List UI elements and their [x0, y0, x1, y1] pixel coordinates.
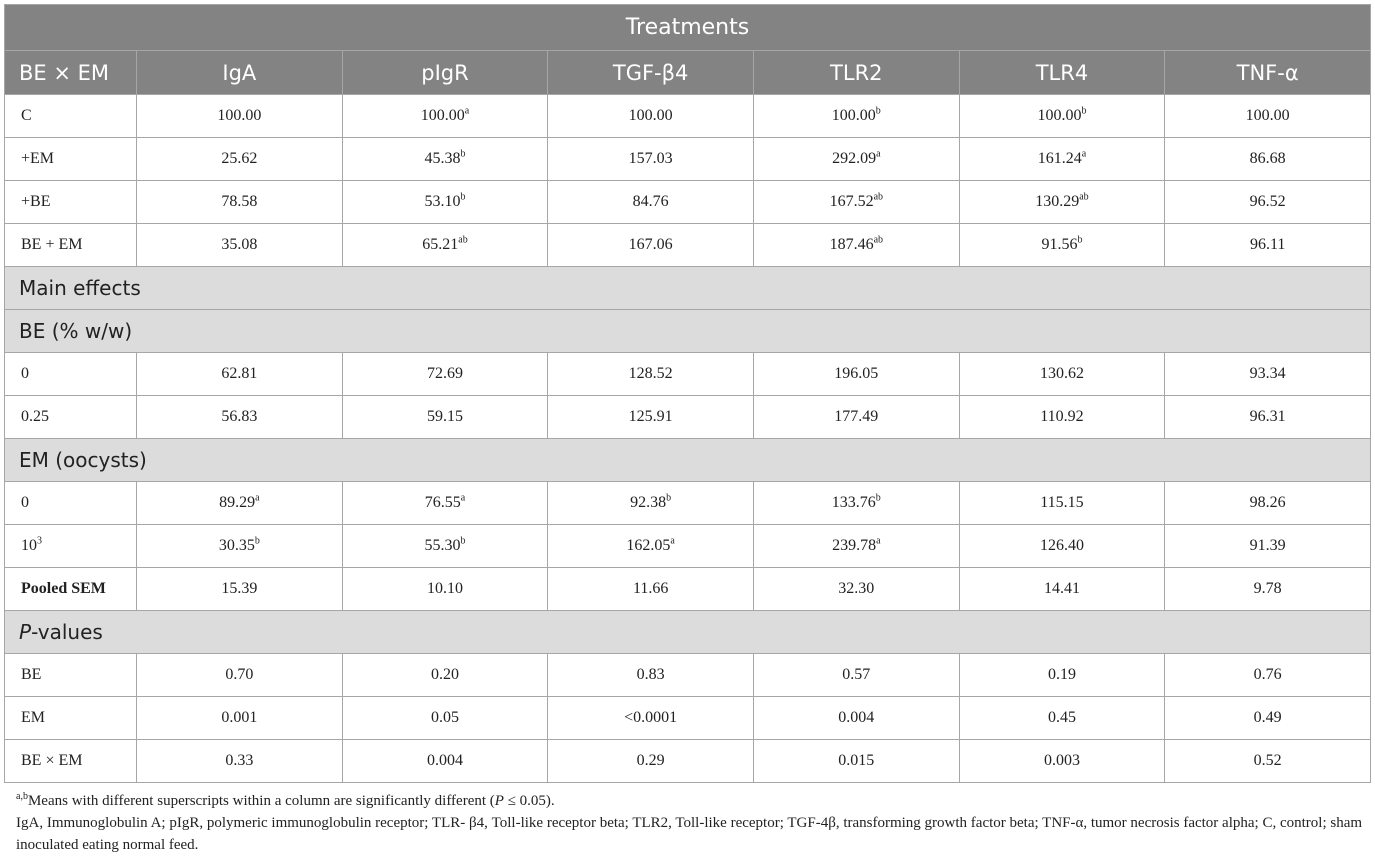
- row-label: [5, 224, 137, 267]
- cell-value: 292.09: [832, 150, 877, 167]
- cell-value: 30.35: [218, 537, 255, 554]
- row-label-text: 0: [21, 365, 29, 382]
- significance-superscript: a: [670, 535, 675, 547]
- pooled-sem-row: [5, 568, 1371, 611]
- footnote-marker: a,b: [16, 791, 28, 802]
- column-header-row: [5, 51, 1371, 95]
- cell-value: 62.81: [221, 365, 258, 382]
- significance-superscript: a: [1081, 148, 1087, 160]
- cell-value: 133.76: [831, 494, 876, 511]
- row-label-text: C: [21, 107, 32, 124]
- cell-value: 92.38: [630, 494, 667, 511]
- cell-value: 55.30: [424, 537, 461, 554]
- table-cell: [753, 224, 959, 267]
- table-cell: [959, 138, 1165, 181]
- cell-value: 93.34: [1249, 365, 1286, 382]
- column-header: BE × EM: [5, 51, 137, 95]
- table-cell: [137, 181, 343, 224]
- table-cell: [1165, 396, 1371, 439]
- cell-value: 187.46: [829, 236, 874, 253]
- row-label: [5, 697, 137, 740]
- significance-superscript: ab: [458, 234, 468, 246]
- table-cell: [342, 353, 548, 396]
- table-cell: [342, 95, 548, 138]
- table-cell: [1165, 224, 1371, 267]
- column-header: TLR2: [753, 51, 959, 95]
- table-cell: [753, 482, 959, 525]
- table-cell: 0.001: [137, 697, 343, 740]
- cell-value: 59.15: [426, 408, 463, 425]
- row-label: [5, 353, 137, 396]
- table-cell: 32.30: [753, 568, 959, 611]
- table-cell: 15.39: [137, 568, 343, 611]
- row-label: [5, 396, 137, 439]
- significance-superscript: a: [876, 148, 881, 160]
- section-pvalues: [5, 611, 1371, 654]
- table-cell: [342, 224, 548, 267]
- table-cell: [548, 482, 754, 525]
- row-label-text: BE × EM: [21, 752, 83, 769]
- cell-value: 53.10: [424, 193, 461, 210]
- section-pvalues-label: [5, 611, 1371, 654]
- significance-superscript: ab: [873, 234, 884, 246]
- table-cell: [548, 95, 754, 138]
- table-cell: [548, 396, 754, 439]
- cell-value: 110.92: [1040, 408, 1084, 425]
- table-cell: [1165, 95, 1371, 138]
- cell-value: 100.00: [1245, 107, 1290, 124]
- row-label: [5, 138, 137, 181]
- cell-value: 96.52: [1249, 193, 1286, 210]
- row-label: [5, 740, 137, 783]
- table-cell: [753, 181, 959, 224]
- cell-value: 65.21: [422, 236, 459, 253]
- significance-superscript: ab: [1079, 191, 1089, 203]
- table-row: [5, 654, 1371, 697]
- table-cell: [548, 353, 754, 396]
- table-cell: [1165, 525, 1371, 568]
- row-label: [5, 181, 137, 224]
- footnote-text: Means with different superscripts within a column are significantly different (: [27, 793, 495, 809]
- cell-value: 177.49: [834, 408, 879, 425]
- cell-value: 161.24: [1037, 150, 1082, 167]
- cell-value: 100.00: [831, 107, 876, 124]
- table-cell: [753, 525, 959, 568]
- section-em-label: EM (oocysts): [5, 439, 1371, 482]
- significance-superscript: a: [460, 492, 466, 504]
- table-cell: [959, 482, 1165, 525]
- table-title: Treatments: [5, 5, 1371, 51]
- table-cell: 9.78: [1165, 568, 1371, 611]
- table-cell: [548, 138, 754, 181]
- cell-value: 130.62: [1039, 365, 1084, 382]
- cell-value: 239.78: [832, 537, 877, 554]
- table-cell: 0.45: [959, 697, 1165, 740]
- significance-superscript: b: [460, 535, 466, 547]
- table-row: [5, 482, 1371, 525]
- table-cell: [548, 224, 754, 267]
- table-cell: [548, 181, 754, 224]
- table-row: [5, 224, 1371, 267]
- cell-value: 78.58: [221, 193, 258, 210]
- table-cell: [137, 95, 343, 138]
- table-cell: [137, 138, 343, 181]
- row-label: [5, 525, 137, 568]
- table-cell: 14.41: [959, 568, 1165, 611]
- table-cell: [137, 525, 343, 568]
- cell-value: 96.31: [1249, 408, 1286, 425]
- table-footnotes: [16, 790, 1366, 856]
- column-header: TNF-α: [1165, 51, 1371, 95]
- row-label: [5, 95, 137, 138]
- table-cell: [753, 396, 959, 439]
- footnote-text-end: ≤ 0.05).: [503, 793, 555, 809]
- table-cell: [753, 138, 959, 181]
- table-cell: [959, 353, 1165, 396]
- row-label-text: +EM: [21, 150, 55, 167]
- row-label-exponent: 3: [37, 535, 42, 547]
- pooled-sem-label: Pooled SEM: [5, 568, 137, 611]
- table-cell: [959, 224, 1165, 267]
- results-table: [4, 4, 1371, 783]
- table-cell: 0.29: [548, 740, 754, 783]
- table-cell: 0.52: [1165, 740, 1371, 783]
- cell-value: 128.52: [628, 365, 673, 382]
- table-cell: [1165, 181, 1371, 224]
- row-label: [5, 654, 137, 697]
- cell-value: 35.08: [221, 236, 258, 253]
- significance-superscript: b: [666, 492, 672, 504]
- cell-value: 98.26: [1249, 494, 1286, 511]
- significance-superscript: ab: [873, 191, 884, 203]
- row-label-text: 0: [21, 494, 29, 511]
- p-symbol: P: [19, 620, 32, 644]
- footnote-significance: [16, 790, 1366, 812]
- column-header: pIgR: [342, 51, 548, 95]
- section-main-effects: [5, 267, 1371, 310]
- row-label: [5, 482, 137, 525]
- table-cell: [342, 525, 548, 568]
- table-cell: 11.66: [548, 568, 754, 611]
- cell-value: 72.69: [426, 365, 463, 382]
- cell-value: 100.00: [1037, 107, 1082, 124]
- row-label-text: EM: [21, 709, 45, 726]
- pvalues-text: -values: [31, 620, 103, 644]
- cell-value: 162.05: [626, 537, 671, 554]
- significance-superscript: a: [464, 105, 470, 117]
- table-cell: 0.49: [1165, 697, 1371, 740]
- table-row: [5, 181, 1371, 224]
- table-cell: [1165, 482, 1371, 525]
- cell-value: 196.05: [834, 365, 879, 382]
- table-cell: [753, 95, 959, 138]
- table-cell: [548, 525, 754, 568]
- significance-superscript: b: [875, 105, 881, 117]
- table-row: [5, 697, 1371, 740]
- cell-value: 115.15: [1040, 494, 1084, 511]
- table-row: [5, 396, 1371, 439]
- cell-value: 86.68: [1249, 150, 1286, 167]
- cell-value: 100.00: [420, 107, 465, 124]
- table-cell: 0.004: [753, 697, 959, 740]
- section-main-effects-label: Main effects: [5, 267, 1371, 310]
- table-cell: [342, 396, 548, 439]
- table-cell: 0.05: [342, 697, 548, 740]
- table-header: [5, 5, 1371, 95]
- cell-value: 100.00: [217, 107, 262, 124]
- cell-value: 84.76: [632, 193, 669, 210]
- table-cell: [959, 181, 1165, 224]
- row-label-text: 10: [21, 537, 37, 554]
- table-cell: 0.20: [342, 654, 548, 697]
- table-cell: [342, 181, 548, 224]
- table-cell: [959, 525, 1165, 568]
- table-body: [5, 95, 1371, 783]
- table-cell: 0.004: [342, 740, 548, 783]
- row-label-text: +BE: [21, 193, 51, 210]
- column-header: TLR4: [959, 51, 1165, 95]
- cell-value: 125.91: [628, 408, 673, 425]
- row-label-text: 0.25: [21, 408, 49, 425]
- significance-superscript: a: [255, 492, 260, 504]
- column-header: IgA: [137, 51, 343, 95]
- cell-value: 91.39: [1249, 537, 1286, 554]
- section-em: [5, 439, 1371, 482]
- table-row: [5, 740, 1371, 783]
- table-cell: 0.33: [137, 740, 343, 783]
- cell-value: 56.83: [221, 408, 258, 425]
- cell-value: 96.11: [1249, 236, 1286, 253]
- cell-value: 126.40: [1039, 537, 1084, 554]
- table-cell: [137, 396, 343, 439]
- cell-value: 167.52: [829, 193, 874, 210]
- significance-superscript: a: [876, 535, 881, 547]
- cell-value: 89.29: [219, 494, 256, 511]
- significance-superscript: b: [1077, 234, 1083, 246]
- table-cell: [342, 482, 548, 525]
- table-cell: [1165, 353, 1371, 396]
- table-cell: [137, 482, 343, 525]
- table-cell: [342, 138, 548, 181]
- table-row: [5, 95, 1371, 138]
- table-cell: [137, 353, 343, 396]
- footnote-abbreviations: IgA, Immunoglobulin A; pIgR, polymeric immunoglobulin receptor; TLR- β4, Toll-like receptor beta; TLR2, Toll-like receptor; TGF-4β, transforming growth factor beta; TNF-α, tumor necrosis factor alpha; C, control; sham inoculated eating normal feed.: [16, 815, 1363, 853]
- table-row: [5, 138, 1371, 181]
- significance-superscript: b: [1081, 105, 1087, 117]
- significance-superscript: b: [875, 492, 881, 504]
- cell-value: 91.56: [1041, 236, 1078, 253]
- table-row: [5, 525, 1371, 568]
- row-label-text: BE: [21, 666, 42, 683]
- cell-value: 157.03: [628, 150, 673, 167]
- cell-value: 25.62: [221, 150, 258, 167]
- column-header: TGF-β4: [548, 51, 754, 95]
- significance-superscript: b: [460, 191, 466, 203]
- table-cell: <0.0001: [548, 697, 754, 740]
- table-row: [5, 353, 1371, 396]
- results-table-wrapper: [4, 4, 1370, 783]
- table-cell: [959, 95, 1165, 138]
- cell-value: 167.06: [628, 236, 673, 253]
- table-cell: 0.76: [1165, 654, 1371, 697]
- table-cell: 0.57: [753, 654, 959, 697]
- table-cell: 0.70: [137, 654, 343, 697]
- cell-value: 45.38: [424, 150, 461, 167]
- footnote-p-symbol: P: [494, 793, 504, 809]
- table-cell: [959, 396, 1165, 439]
- table-cell: 0.015: [753, 740, 959, 783]
- cell-value: 100.00: [628, 107, 673, 124]
- table-cell: 0.003: [959, 740, 1165, 783]
- cell-value: 76.55: [424, 494, 461, 511]
- table-cell: 0.83: [548, 654, 754, 697]
- table-cell: [1165, 138, 1371, 181]
- row-label-text: BE + EM: [21, 236, 83, 253]
- significance-superscript: b: [254, 535, 260, 547]
- table-cell: 0.19: [959, 654, 1165, 697]
- table-cell: 10.10: [342, 568, 548, 611]
- section-be-label: BE (% w/w): [5, 310, 1371, 353]
- significance-superscript: b: [460, 148, 466, 160]
- table-cell: [137, 224, 343, 267]
- section-be: [5, 310, 1371, 353]
- cell-value: 130.29: [1035, 193, 1080, 210]
- table-cell: [753, 353, 959, 396]
